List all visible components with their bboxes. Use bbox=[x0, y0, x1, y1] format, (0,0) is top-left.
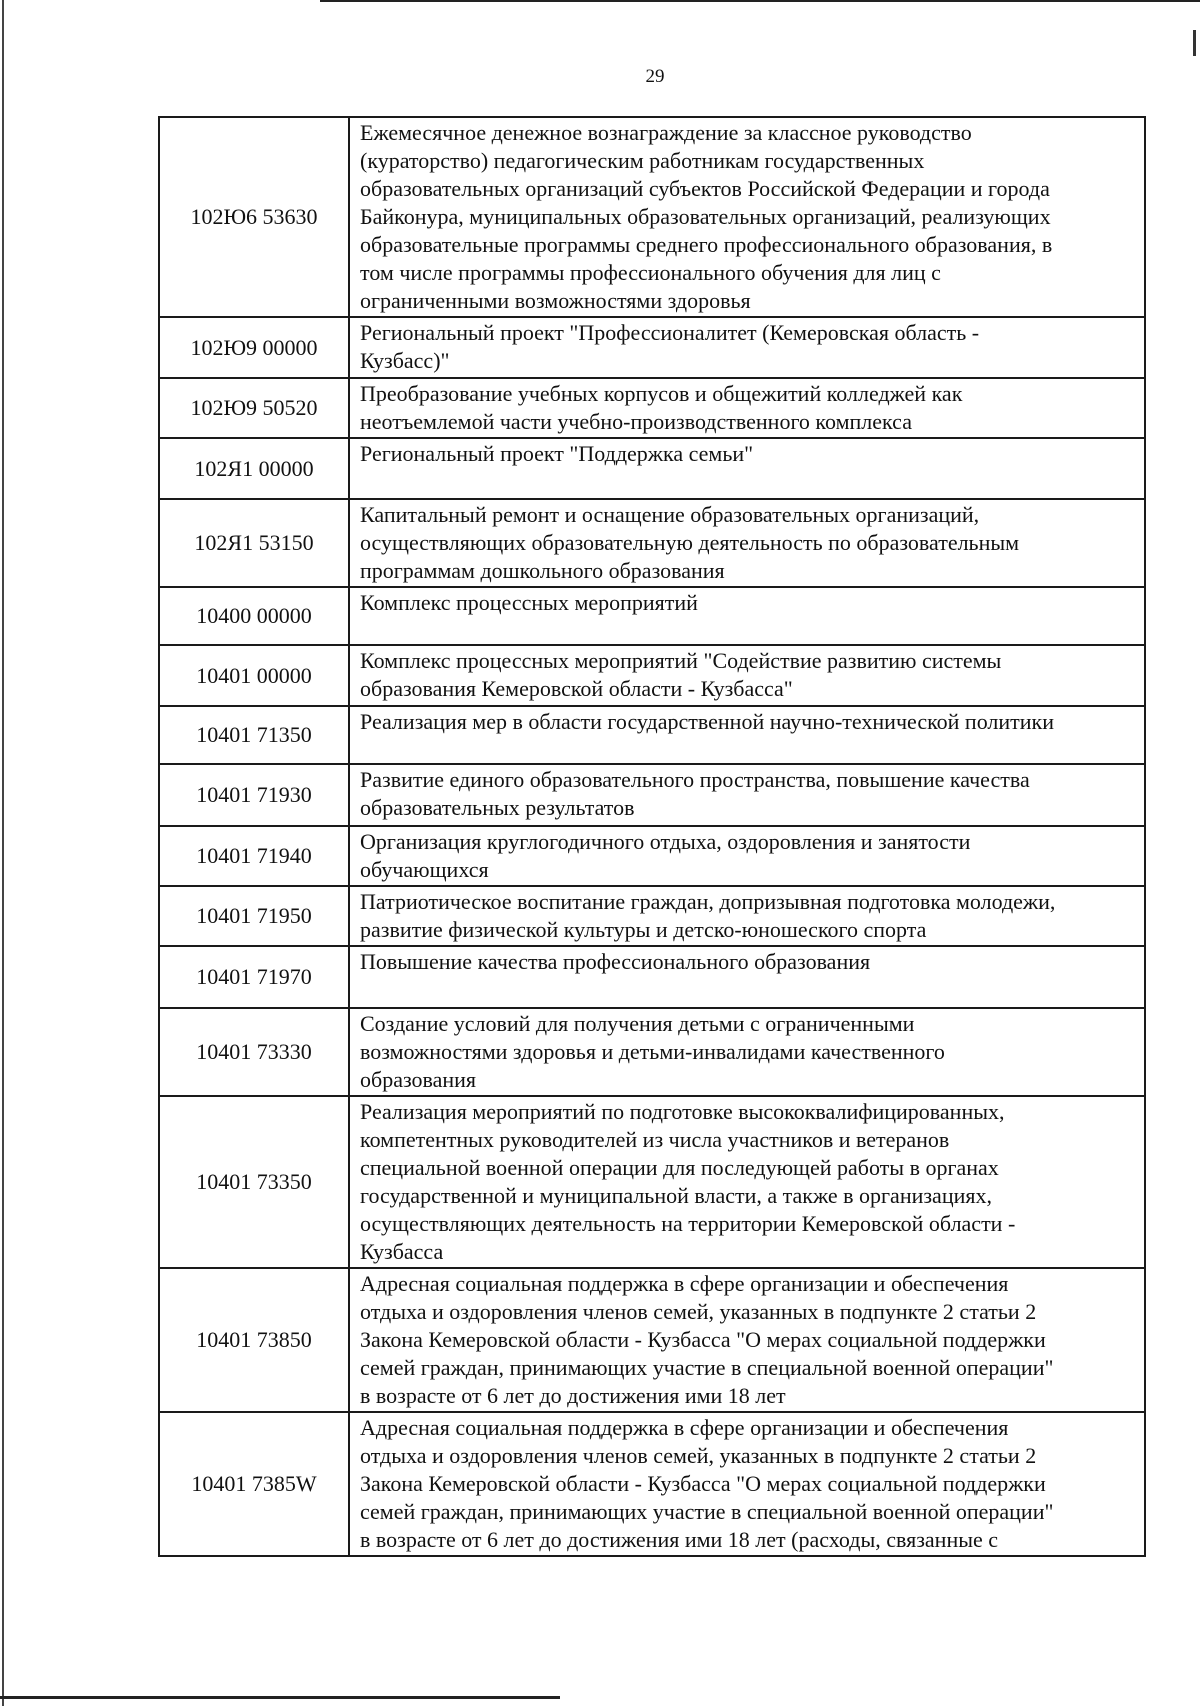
row-code: 10401 00000 bbox=[159, 645, 349, 706]
table-row bbox=[159, 438, 1145, 499]
description-line: Адресная социальная поддержка в сфере организации и обеспечения bbox=[360, 1271, 1009, 1296]
row-description bbox=[349, 706, 1145, 764]
description-line: Кузбасса bbox=[360, 1239, 444, 1264]
scan-edge-right bbox=[1193, 30, 1196, 56]
table-row bbox=[159, 764, 1145, 826]
description-line: ограниченными возможностями здоровья bbox=[360, 288, 751, 313]
description-line: в возрасте от 6 лет до достижения ими 18 лет (расходы, связанные с bbox=[360, 1527, 999, 1552]
row-code: 102Я1 00000 bbox=[159, 438, 349, 499]
row-code: 10400 00000 bbox=[159, 587, 349, 645]
row-description bbox=[349, 946, 1145, 1008]
description-line: обучающихся bbox=[360, 857, 489, 882]
description-line: Преобразование учебных корпусов и общежитий колледжей как bbox=[360, 381, 963, 406]
description-line: Создание условий для получения детьми с ограниченными bbox=[360, 1011, 915, 1036]
row-description bbox=[349, 1008, 1145, 1096]
description-line: образовательных организаций субъектов Российской Федерации и города bbox=[360, 176, 1050, 201]
row-description bbox=[349, 1096, 1145, 1268]
row-code: 10401 73350 bbox=[159, 1096, 349, 1268]
table-row bbox=[159, 499, 1145, 587]
row-description bbox=[349, 1268, 1145, 1412]
description-line: программам дошкольного образования bbox=[360, 558, 725, 583]
description-line: Кузбасс)" bbox=[360, 348, 450, 373]
scan-edge-bottom bbox=[0, 1696, 560, 1699]
description-line: Патриотическое воспитание граждан, допризывная подготовка молодежи, bbox=[360, 889, 1056, 914]
description-line: отдыха и оздоровления членов семей, указанных в подпункте 2 статьи 2 bbox=[360, 1443, 1037, 1468]
description-line: Комплекс процессных мероприятий "Содействие развитию системы bbox=[360, 648, 1002, 673]
row-code: 10401 73330 bbox=[159, 1008, 349, 1096]
description-line: Реализация мер в области государственной научно-технической политики bbox=[360, 709, 1055, 734]
table-body bbox=[159, 117, 1145, 1556]
table-row bbox=[159, 1412, 1145, 1556]
row-code: 10401 71940 bbox=[159, 826, 349, 886]
budget-classification-table bbox=[158, 116, 1146, 1557]
description-line: Закона Кемеровской области - Кузбасса "О мерах социальной поддержки bbox=[360, 1327, 1046, 1352]
description-line: государственной и муниципальной власти, а также в организациях, bbox=[360, 1183, 992, 1208]
table-row bbox=[159, 706, 1145, 764]
description-line: Организация круглогодичного отдыха, оздоровления и занятости bbox=[360, 829, 971, 854]
description-line: Развитие единого образовательного пространства, повышение качества bbox=[360, 767, 1030, 792]
row-description bbox=[349, 438, 1145, 499]
table-row bbox=[159, 826, 1145, 886]
description-line: возможностями здоровья и детьми-инвалидами качественного bbox=[360, 1039, 945, 1064]
description-line: семей граждан, принимающих участие в специальной военной операции" bbox=[360, 1499, 1054, 1524]
table-row bbox=[159, 1096, 1145, 1268]
description-line: (кураторство) педагогическим работникам государственных bbox=[360, 148, 925, 173]
description-line: в возрасте от 6 лет до достижения ими 18 лет bbox=[360, 1383, 786, 1408]
row-description bbox=[349, 499, 1145, 587]
table-row bbox=[159, 117, 1145, 317]
description-line: осуществляющих деятельность на территории Кемеровской области - bbox=[360, 1211, 1016, 1236]
description-line: Комплекс процессных мероприятий bbox=[360, 590, 698, 615]
table-row bbox=[159, 1268, 1145, 1412]
description-line: компетентных руководителей из числа участников и ветеранов bbox=[360, 1127, 950, 1152]
row-description bbox=[349, 645, 1145, 706]
description-line: Ежемесячное денежное вознаграждение за классное руководство bbox=[360, 120, 972, 145]
row-code: 10401 71950 bbox=[159, 886, 349, 946]
row-code: 10401 71970 bbox=[159, 946, 349, 1008]
description-line: Адресная социальная поддержка в сфере организации и обеспечения bbox=[360, 1415, 1009, 1440]
row-description bbox=[349, 378, 1145, 438]
description-line: развитие физической культуры и детско-юношеского спорта bbox=[360, 917, 927, 942]
description-line: образовательные программы среднего профессионального образования, в bbox=[360, 232, 1053, 257]
scan-edge-top bbox=[320, 0, 1200, 2]
row-description bbox=[349, 886, 1145, 946]
description-line: Повышение качества профессионального образования bbox=[360, 949, 871, 974]
table-row bbox=[159, 587, 1145, 645]
description-line: специальной военной операции для последующей работы в органах bbox=[360, 1155, 999, 1180]
description-line: Реализация мероприятий по подготовке высококвалифицированных, bbox=[360, 1099, 1005, 1124]
table-row bbox=[159, 886, 1145, 946]
table-row bbox=[159, 946, 1145, 1008]
row-description bbox=[349, 826, 1145, 886]
description-line: образования bbox=[360, 1067, 477, 1092]
table-row bbox=[159, 378, 1145, 438]
description-line: Региональный проект "Поддержка семьи" bbox=[360, 441, 754, 466]
row-code: 102Ю9 50520 bbox=[159, 378, 349, 438]
row-code: 102Ю6 53630 bbox=[159, 117, 349, 317]
page-number: 29 bbox=[645, 66, 665, 87]
table-row bbox=[159, 645, 1145, 706]
scan-edge-left bbox=[2, 0, 4, 1706]
row-description bbox=[349, 317, 1145, 378]
row-code: 10401 73850 bbox=[159, 1268, 349, 1412]
description-line: Капитальный ремонт и оснащение образовательных организаций, bbox=[360, 502, 980, 527]
description-line: том числе программы профессионального обучения для лиц с bbox=[360, 260, 941, 285]
description-line: Байконура, муниципальных образовательных организаций, реализующих bbox=[360, 204, 1051, 229]
row-description bbox=[349, 117, 1145, 317]
row-description bbox=[349, 587, 1145, 645]
description-line: Закона Кемеровской области - Кузбасса "О мерах социальной поддержки bbox=[360, 1471, 1046, 1496]
description-line: семей граждан, принимающих участие в специальной военной операции" bbox=[360, 1355, 1054, 1380]
description-line: образования Кемеровской области - Кузбасса" bbox=[360, 676, 793, 701]
description-line: осуществляющих образовательную деятельность по образовательным bbox=[360, 530, 1020, 555]
row-description bbox=[349, 1412, 1145, 1556]
table-row bbox=[159, 1008, 1145, 1096]
row-code: 10401 71350 bbox=[159, 706, 349, 764]
row-code: 102Ю9 00000 bbox=[159, 317, 349, 378]
description-line: неотъемлемой части учебно-производственного комплекса bbox=[360, 409, 912, 434]
description-line: отдыха и оздоровления членов семей, указанных в подпункте 2 статьи 2 bbox=[360, 1299, 1037, 1324]
row-description bbox=[349, 764, 1145, 826]
row-code: 10401 71930 bbox=[159, 764, 349, 826]
description-line: Региональный проект "Профессионалитет (Кемеровская область - bbox=[360, 320, 980, 345]
row-code: 102Я1 53150 bbox=[159, 499, 349, 587]
row-code: 10401 7385W bbox=[159, 1412, 349, 1556]
table-row bbox=[159, 317, 1145, 378]
description-line: образовательных результатов bbox=[360, 795, 635, 820]
